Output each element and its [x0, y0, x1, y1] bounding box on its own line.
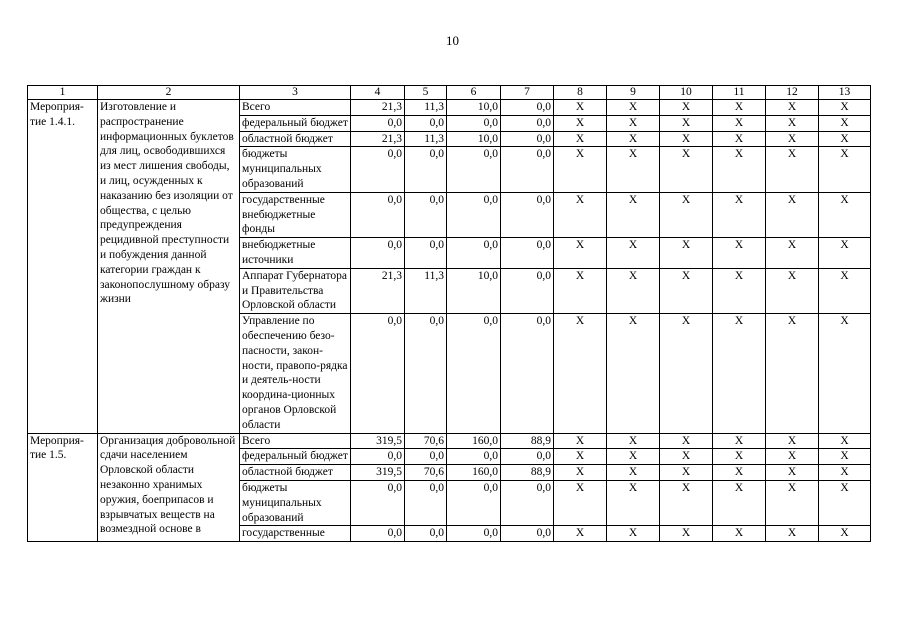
value-cell: 0,0: [405, 449, 447, 465]
x-mark-cell: X: [554, 433, 607, 449]
measure-title: Организация добровольной сдачи населением Орловской области незаконно хранимых оружия, боеприпасов и взрывчатых веществ на возмездной основе в: [98, 433, 240, 542]
measure-code: Мероприя-тие 1.5.: [28, 433, 98, 542]
funding-source: областной бюджет: [240, 131, 351, 147]
x-mark-cell: X: [607, 115, 660, 131]
value-cell: 0,0: [351, 314, 405, 433]
header-cell: 12: [766, 86, 819, 100]
header-cell: 7: [501, 86, 554, 100]
value-cell: 0,0: [405, 115, 447, 131]
x-mark-cell: X: [713, 268, 766, 313]
x-mark-cell: X: [660, 238, 713, 269]
x-mark-cell: X: [819, 314, 871, 433]
header-cell: 10: [660, 86, 713, 100]
x-mark-cell: X: [713, 147, 766, 192]
x-mark-cell: X: [713, 465, 766, 481]
x-mark-cell: X: [766, 192, 819, 237]
page-number: 10: [446, 33, 459, 48]
value-cell: 0,0: [447, 192, 501, 237]
budget-table: [27, 85, 871, 542]
x-mark-cell: X: [713, 131, 766, 147]
x-mark-cell: X: [766, 238, 819, 269]
x-mark-cell: X: [607, 449, 660, 465]
value-cell: 0,0: [447, 238, 501, 269]
x-mark-cell: X: [554, 465, 607, 481]
x-mark-cell: X: [819, 115, 871, 131]
value-cell: 11,3: [405, 131, 447, 147]
funding-source: бюджеты муниципальных образований: [240, 480, 351, 525]
value-cell: 0,0: [501, 192, 554, 237]
x-mark-cell: X: [660, 147, 713, 192]
funding-source: Аппарат Губернатора и Правительства Орловской области: [240, 268, 351, 313]
x-mark-cell: X: [554, 131, 607, 147]
value-cell: 0,0: [501, 449, 554, 465]
funding-source: Всего: [240, 433, 351, 449]
value-cell: 88,9: [501, 465, 554, 481]
x-mark-cell: X: [554, 268, 607, 313]
value-cell: 21,3: [351, 131, 405, 147]
value-cell: 319,5: [351, 433, 405, 449]
x-mark-cell: X: [819, 192, 871, 237]
x-mark-cell: X: [607, 465, 660, 481]
x-mark-cell: X: [713, 449, 766, 465]
x-mark-cell: X: [713, 433, 766, 449]
x-mark-cell: X: [607, 192, 660, 237]
x-mark-cell: X: [660, 449, 713, 465]
value-cell: 0,0: [405, 314, 447, 433]
x-mark-cell: X: [713, 480, 766, 525]
x-mark-cell: X: [607, 314, 660, 433]
funding-source: федеральный бюджет: [240, 449, 351, 465]
x-mark-cell: X: [819, 465, 871, 481]
header-cell: 9: [607, 86, 660, 100]
x-mark-cell: X: [819, 526, 871, 542]
value-cell: 10,0: [447, 268, 501, 313]
header-cell: 1: [28, 86, 98, 100]
x-mark-cell: X: [660, 314, 713, 433]
header-cell: 11: [713, 86, 766, 100]
header-cell: 3: [240, 86, 351, 100]
value-cell: 0,0: [351, 449, 405, 465]
value-cell: 0,0: [501, 526, 554, 542]
value-cell: 0,0: [351, 115, 405, 131]
value-cell: 0,0: [447, 449, 501, 465]
value-cell: 11,3: [405, 268, 447, 313]
value-cell: 0,0: [501, 131, 554, 147]
funding-source: областной бюджет: [240, 465, 351, 481]
x-mark-cell: X: [766, 100, 819, 116]
value-cell: 0,0: [501, 147, 554, 192]
x-mark-cell: X: [713, 115, 766, 131]
x-mark-cell: X: [554, 314, 607, 433]
x-mark-cell: X: [554, 147, 607, 192]
x-mark-cell: X: [607, 526, 660, 542]
table-row: [28, 100, 871, 116]
x-mark-cell: X: [554, 100, 607, 116]
x-mark-cell: X: [607, 100, 660, 116]
value-cell: 0,0: [447, 147, 501, 192]
x-mark-cell: X: [766, 131, 819, 147]
x-mark-cell: X: [660, 115, 713, 131]
x-mark-cell: X: [713, 526, 766, 542]
x-mark-cell: X: [660, 465, 713, 481]
value-cell: 0,0: [447, 314, 501, 433]
x-mark-cell: X: [713, 192, 766, 237]
value-cell: 319,5: [351, 465, 405, 481]
x-mark-cell: X: [554, 192, 607, 237]
x-mark-cell: X: [713, 314, 766, 433]
x-mark-cell: X: [766, 147, 819, 192]
value-cell: 0,0: [405, 238, 447, 269]
x-mark-cell: X: [607, 268, 660, 313]
header-cell: 5: [405, 86, 447, 100]
value-cell: 0,0: [501, 268, 554, 313]
x-mark-cell: X: [660, 526, 713, 542]
funding-source: внебюджетные источники: [240, 238, 351, 269]
x-mark-cell: X: [660, 131, 713, 147]
x-mark-cell: X: [660, 100, 713, 116]
value-cell: 0,0: [501, 100, 554, 116]
x-mark-cell: X: [607, 238, 660, 269]
table-row: [28, 433, 871, 449]
funding-source: федеральный бюджет: [240, 115, 351, 131]
value-cell: 160,0: [447, 465, 501, 481]
value-cell: 0,0: [501, 238, 554, 269]
x-mark-cell: X: [766, 268, 819, 313]
value-cell: 0,0: [501, 314, 554, 433]
value-cell: 0,0: [351, 192, 405, 237]
value-cell: 0,0: [405, 192, 447, 237]
value-cell: 0,0: [501, 480, 554, 525]
x-mark-cell: X: [766, 480, 819, 525]
value-cell: 0,0: [447, 480, 501, 525]
x-mark-cell: X: [766, 314, 819, 433]
x-mark-cell: X: [607, 131, 660, 147]
x-mark-cell: X: [819, 131, 871, 147]
x-mark-cell: X: [660, 433, 713, 449]
value-cell: 11,3: [405, 100, 447, 116]
value-cell: 0,0: [447, 115, 501, 131]
value-cell: 0,0: [351, 526, 405, 542]
x-mark-cell: X: [607, 147, 660, 192]
value-cell: 21,3: [351, 100, 405, 116]
x-mark-cell: X: [819, 100, 871, 116]
header-cell: 13: [819, 86, 871, 100]
value-cell: 0,0: [351, 480, 405, 525]
value-cell: 10,0: [447, 100, 501, 116]
value-cell: 70,6: [405, 433, 447, 449]
x-mark-cell: X: [660, 192, 713, 237]
measure-title: Изготовление и распространение информационных буклетов для лиц, освободившихся из мест лишения свободы, и лиц, осужденных к наказанию без изоляции от общества, с целью предупреждения рецидивной преступности и побуждения данной категории граждан к законопослушному образу жизни: [98, 100, 240, 434]
x-mark-cell: X: [766, 449, 819, 465]
x-mark-cell: X: [554, 526, 607, 542]
x-mark-cell: X: [607, 480, 660, 525]
header-cell: 2: [98, 86, 240, 100]
x-mark-cell: X: [554, 480, 607, 525]
x-mark-cell: X: [554, 449, 607, 465]
measure-code: Мероприя-тие 1.4.1.: [28, 100, 98, 434]
value-cell: 10,0: [447, 131, 501, 147]
funding-source: бюджеты муниципальных образований: [240, 147, 351, 192]
x-mark-cell: X: [766, 465, 819, 481]
value-cell: 70,6: [405, 465, 447, 481]
x-mark-cell: X: [819, 480, 871, 525]
header-cell: 4: [351, 86, 405, 100]
value-cell: 0,0: [405, 526, 447, 542]
header-cell: 6: [447, 86, 501, 100]
funding-source: государственные: [240, 526, 351, 542]
x-mark-cell: X: [766, 115, 819, 131]
funding-source: Управление по обеспечению безо-пасности, закон-ности, правопо-рядка и деятель-ности координа-ционных органов Орловской области: [240, 314, 351, 433]
x-mark-cell: X: [819, 238, 871, 269]
value-cell: 0,0: [501, 115, 554, 131]
x-mark-cell: X: [607, 433, 660, 449]
x-mark-cell: X: [660, 480, 713, 525]
x-mark-cell: X: [554, 115, 607, 131]
header-row: [28, 86, 871, 100]
value-cell: 0,0: [447, 526, 501, 542]
x-mark-cell: X: [819, 433, 871, 449]
value-cell: 0,0: [405, 147, 447, 192]
x-mark-cell: X: [713, 100, 766, 116]
value-cell: 0,0: [351, 147, 405, 192]
x-mark-cell: X: [819, 268, 871, 313]
x-mark-cell: X: [819, 147, 871, 192]
x-mark-cell: X: [819, 449, 871, 465]
value-cell: 160,0: [447, 433, 501, 449]
x-mark-cell: X: [766, 526, 819, 542]
x-mark-cell: X: [713, 238, 766, 269]
x-mark-cell: X: [660, 268, 713, 313]
value-cell: 0,0: [405, 480, 447, 525]
x-mark-cell: X: [554, 238, 607, 269]
funding-source: Всего: [240, 100, 351, 116]
funding-source: государственные внебюджетные фонды: [240, 192, 351, 237]
x-mark-cell: X: [766, 433, 819, 449]
value-cell: 88,9: [501, 433, 554, 449]
value-cell: 21,3: [351, 268, 405, 313]
value-cell: 0,0: [351, 238, 405, 269]
header-cell: 8: [554, 86, 607, 100]
